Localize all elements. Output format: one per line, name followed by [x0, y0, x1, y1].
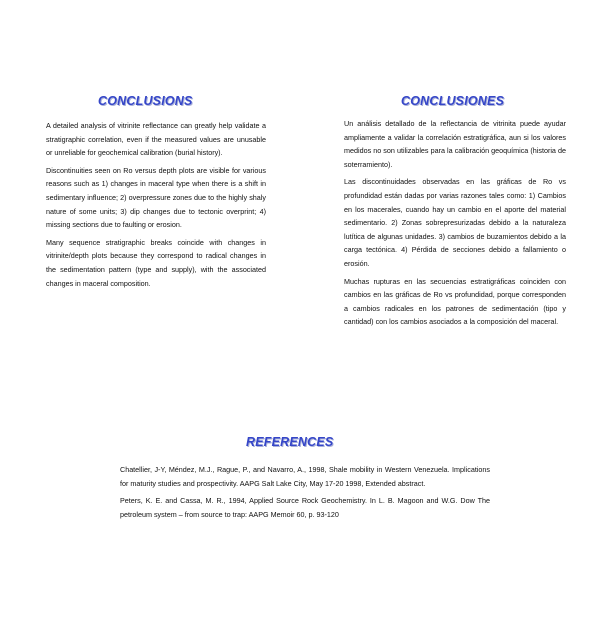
conclusiones-spanish-column: [344, 117, 566, 333]
conclusion-paragraph-3: Many sequence stratigraphic breaks coincide with changes in vitrinite/depth plots because they correspond to radical changes in the sedimentation pattern (type and supply), with the associated changes in maceral composition.: [46, 237, 266, 288]
reference-item: Chatellier, J-Y, Méndez, M.J., Rague, P., and Navarro, A., 1998, Shale mobility in Western Venezuela. Implications for maturity studies and prospectivity. AAPG Salt Lake City, May 17-20 1998, Extended abstract.: [120, 465, 490, 488]
references-list: [120, 463, 490, 525]
conclusion-es-paragraph-2: Las discontinuidades observadas en las gráficas de Ro vs profundidad están dadas por varias razones tales como: 1) Cambios en los macerales, cuando hay un cambio en el aporte del material sedimentario. 2) Zonas sobrepresurizadas debido a la naturaleza lutítica de algunas unidades. 3) cambios de buzamientos debido a la carga tectónica. 4) Pérdida de secciones debido a fallamiento o erosión.: [344, 177, 566, 268]
conclusions-heading: CONCLUSIONS: [98, 94, 193, 108]
conclusions-english-column: [46, 119, 266, 294]
conclusiones-heading: CONCLUSIONES: [401, 94, 505, 108]
references-heading: REFERENCES: [246, 435, 334, 449]
conclusion-es-paragraph-1: Un análisis detallado de la reflectancia de vitrinita puede ayudar ampliamente a validar la correlación estratigráfica, aun si los valores medidos no son utilizables para la calibración geoquímica (historia de soterramiento).: [344, 119, 566, 169]
conclusion-es-paragraph-3: Muchas rupturas en las secuencias estratigráficas coinciden con cambios en las gráficas de Ro vs profundidad, porque corresponden a cambios radicales en los patrones de sedimentación (tipo y cantidad) con los cambios asociados a la composición del maceral.: [344, 276, 566, 327]
reference-item: Peters, K. E. and Cassa, M. R., 1994, Applied Source Rock Geochemistry. In L. B. Magoon and W.G. Dow The petroleum system – from source to trap: AAPG Memoir 60, p. 93-120: [120, 496, 490, 519]
conclusion-paragraph-1: A detailed analysis of vitrinite reflectance can greatly help validate a stratigraphic correlation, even if the measured values are unusable or unreliable for geochemical calibration (burial history).: [46, 121, 266, 158]
conclusion-paragraph-2: Discontinuities seen on Ro versus depth plots are visible for various reasons such as 1) changes in maceral type when there is a shift in sedimentary influence; 2) overpressure zones due to the highly shaly nature of some units; 3) dip changes due to tectonic overprint; 4) missing sections due to faulting or erosion.: [46, 165, 266, 230]
